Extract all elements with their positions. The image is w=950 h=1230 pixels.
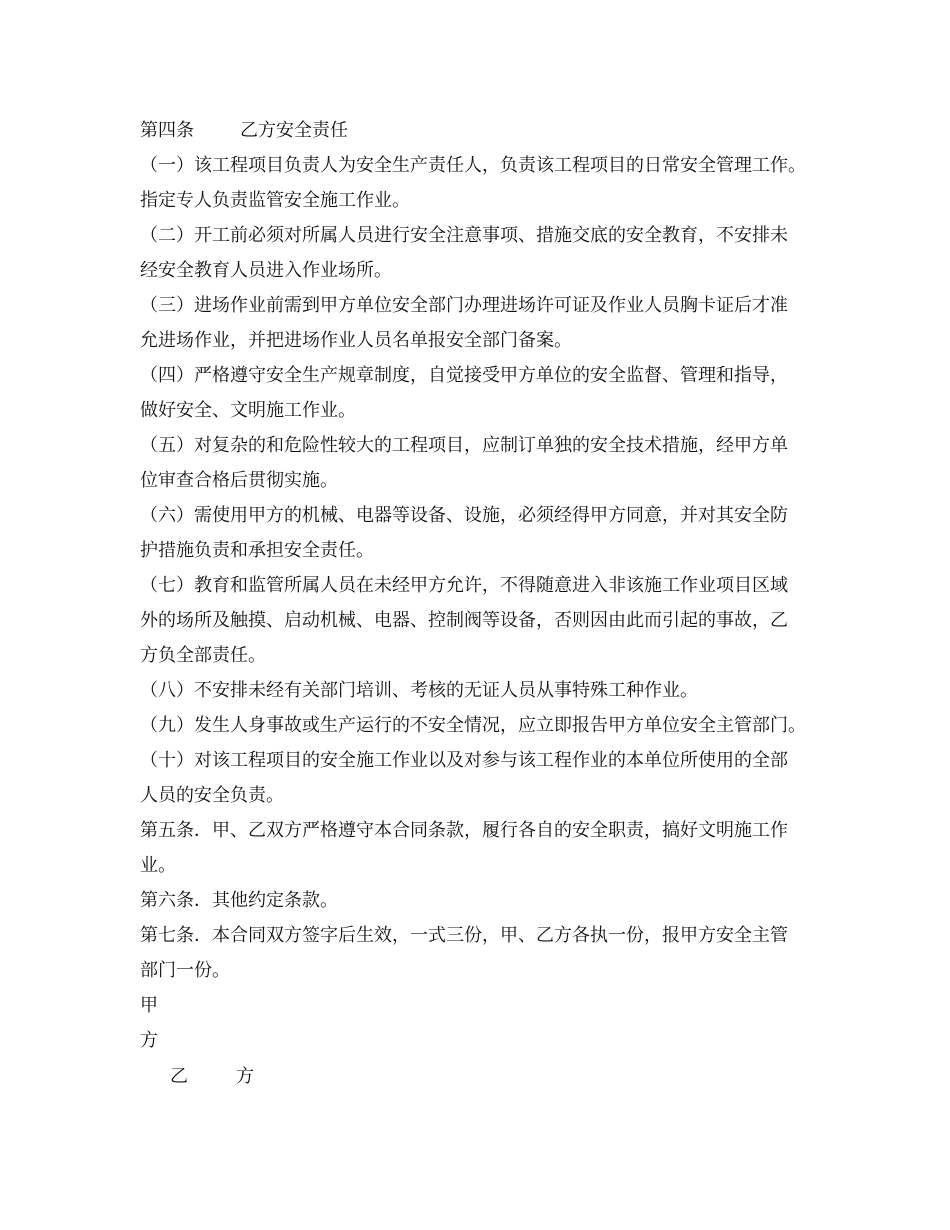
text-line: 允进场作业，并把进场作业人员名单报安全部门备案。 <box>140 330 572 351</box>
text-line: （八）不安排未经有关部门培训、考核的无证人员从事特殊工种作业。 <box>140 680 698 701</box>
party-a-char-1: 甲 <box>140 995 158 1016</box>
article-4-title: 乙方安全责任 <box>240 120 348 141</box>
text-line: 做好安全、文明施工作业。 <box>140 400 356 421</box>
article-4-label: 第四条 <box>140 120 194 141</box>
party-b-char-1: 乙 <box>170 1066 188 1087</box>
text-line: 部门一份。 <box>140 960 230 981</box>
text-line: 方负全部责任。 <box>140 645 266 666</box>
text-line: （九）发生人身事故或生产运行的不安全情况，应立即报告甲方单位安全主管部门。 <box>140 715 806 736</box>
text-line: 经安全教育人员进入作业场所。 <box>140 260 392 281</box>
article-4-heading <box>140 120 348 142</box>
text-line: （七）教育和监管所属人员在未经甲方允许，不得随意进入非该施工作业项目区域 <box>140 575 788 596</box>
text-line: 第七条．本合同双方签字后生效，一式三份，甲、乙方各执一份，报甲方安全主管 <box>140 925 788 946</box>
text-line: （十）对该工程项目的安全施工作业以及对参与该工程作业的本单位所使用的全部 <box>140 750 788 771</box>
text-line: （五）对复杂的和危险性较大的工程项目，应制订单独的安全技术措施，经甲方单 <box>140 435 788 456</box>
text-line: （二）开工前必须对所属人员进行安全注意事项、措施交底的安全教育，不安排未 <box>140 225 788 246</box>
text-line: 位审查合格后贯彻实施。 <box>140 470 338 491</box>
text-line: 第六条．其他约定条款。 <box>140 890 338 911</box>
text-line: （一）该工程项目负责人为安全生产责任人，负责该工程项目的日常安全管理工作。 <box>140 155 806 176</box>
text-line: （四）严格遵守安全生产规章制度，自觉接受甲方单位的安全监督、管理和指导， <box>140 365 788 386</box>
text-line: 人员的安全负责。 <box>140 785 284 806</box>
text-line: （六）需使用甲方的机械、电器等设备、设施，必须经得甲方同意，并对其安全防 <box>140 505 788 526</box>
text-line: 外的场所及触摸、启动机械、电器、控制阀等设备，否则因由此而引起的事故，乙 <box>140 610 788 631</box>
party-b-char-2: 方 <box>236 1066 254 1087</box>
text-line: （三）进场作业前需到甲方单位安全部门办理进场许可证及作业人员胸卡证后才准 <box>140 295 788 316</box>
text-line: 第五条．甲、乙双方严格遵守本合同条款，履行各自的安全职责，搞好文明施工作 <box>140 820 788 841</box>
party-a-char-2: 方 <box>140 1030 158 1051</box>
text-line: 业。 <box>140 855 176 876</box>
text-line: 护措施负责和承担安全责任。 <box>140 540 374 561</box>
party-b-label <box>170 1066 254 1088</box>
text-line: 指定专人负责监管安全施工作业。 <box>140 190 410 211</box>
